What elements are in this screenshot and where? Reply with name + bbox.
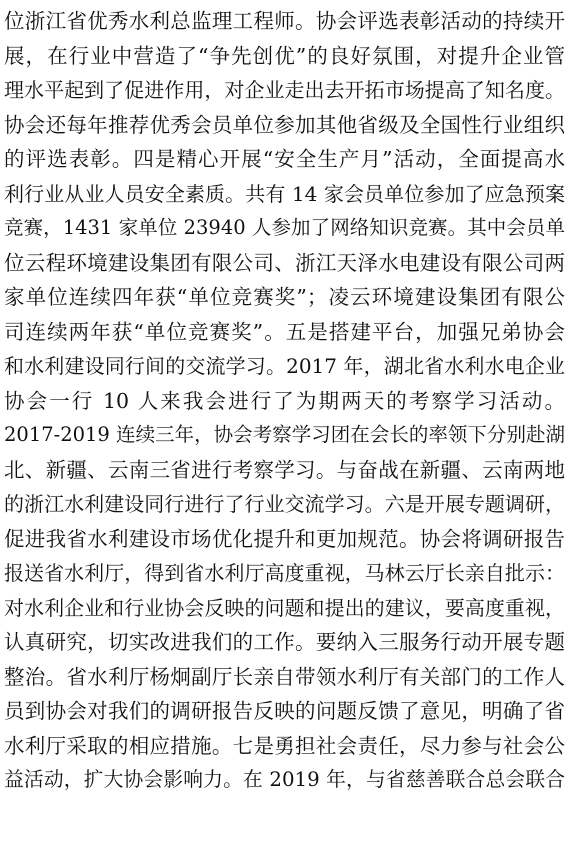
text-line: 北、新疆、云南三省进行考察学习。与奋战在新疆、云南两地	[4, 457, 565, 482]
text-line: 展，在行业中营造了“争先创优”的良好氛围，对提升企业管	[4, 43, 565, 68]
text-line: 水利厅采取的相应措施。七是勇担社会责任，尽力参与社会公	[4, 733, 565, 758]
text-line: 员到协会对我们的调研报告反映的问题反馈了意见，明确了省	[4, 699, 565, 723]
text-line: 协会一行 10 人来我会进行了为期两天的考察学习活动。	[4, 388, 565, 413]
text-line: 报送省水利厅，得到省水利厅高度重视，马林云厅长亲自批示：	[4, 561, 565, 585]
text-line: 2017-2019 连续三年，协会考察学习团在会长的率领下分别赴湖	[4, 423, 565, 446]
text-line: 促进我省水利建设市场优化提升和更加规范。协会将调研报告	[4, 526, 565, 551]
text-line: 和水利建设同行间的交流学习。2017 年，湖北省水利水电企业	[4, 354, 565, 378]
text-line: 对水利企业和行业协会反映的问题和提出的建议，要高度重视，	[4, 595, 565, 620]
text-line: 家单位连续四年获“单位竞赛奖”；凌云环境建设集团有限公	[4, 285, 565, 309]
text-line: 的评选表彰。四是精心开展“安全生产月”活动，全面提高水	[4, 147, 565, 171]
text-line: 竞赛，1431 家单位 23940 人参加了网络知识竞赛。其中会员单	[4, 216, 565, 239]
text-line: 协会还每年推荐优秀会员单位参加其他省级及全国性行业组织	[4, 112, 565, 137]
text-line: 位云程环境建设集团有限公司、浙江天泽水电建设有限公司两	[4, 250, 565, 275]
text-line: 理水平起到了促进作用，对企业走出去开拓市场提高了知名度。	[4, 78, 565, 102]
text-line: 益活动，扩大协会影响力。在 2019 年，与省慈善联合总会联合	[4, 768, 565, 791]
body-text	[4, 4, 565, 798]
text-line: 认真研究，切实改进我们的工作。要纳入三服务行动开展专题	[4, 630, 565, 654]
text-line: 司连续两年获“单位竞赛奖”。五是搭建平台，加强兄弟协会	[4, 319, 565, 344]
text-line: 位浙江省优秀水利总监理工程师。协会评选表彰活动的持续开	[4, 9, 565, 33]
text-line: 整治。省水利厅杨炯副厅长亲自带领水利厅有关部门的工作人	[4, 664, 565, 689]
text-line: 利行业从业人员安全素质。共有 14 家会员单位参加了应急预案	[4, 181, 565, 206]
text-line: 的浙江水利建设同行进行了行业交流学习。六是开展专题调研，	[4, 492, 565, 516]
